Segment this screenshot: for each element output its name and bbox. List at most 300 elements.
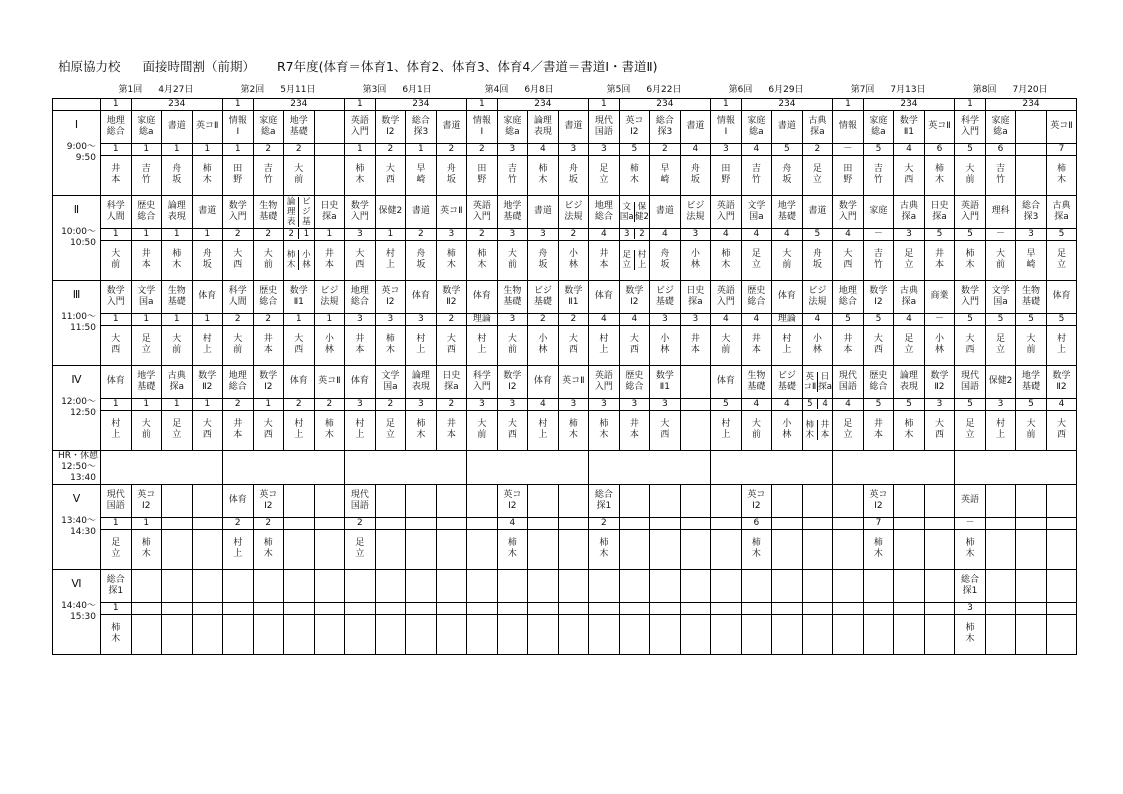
teacher-cell: 大 西 (345, 240, 376, 280)
teacher-cell: 井 本 (345, 325, 376, 365)
teacher-cell: 井 本 (833, 325, 864, 365)
subject-cell (558, 484, 589, 517)
teacher-cell: 早 崎 (406, 155, 437, 195)
group-header-234: 234 (131, 98, 223, 110)
subject-cell (528, 484, 559, 517)
teacher-cell: 大 西 (619, 325, 650, 365)
session-label: 第2回 (240, 85, 265, 96)
class-number (345, 602, 376, 614)
subject-cell: 数学 入門 (101, 280, 132, 313)
subject-cell (436, 569, 467, 602)
class-number: 2 (802, 143, 833, 155)
class-number (1046, 517, 1077, 529)
subject-cell: 英コ Ⅰ2 (863, 484, 894, 517)
teacher-cell: 柿 木 (955, 529, 986, 569)
session-label: 第3回 (362, 85, 387, 96)
class-number (192, 517, 223, 529)
teacher-cell (436, 614, 467, 654)
teacher-cell: 柿 木 (619, 155, 650, 195)
group-header-1: 1 (711, 98, 742, 110)
teacher-cell: 柿 木 (314, 410, 345, 450)
subject-cell (711, 569, 742, 602)
class-number: 1 (345, 143, 376, 155)
subject-cell: 家庭 総a (131, 110, 162, 143)
teacher-cell (833, 529, 864, 569)
class-number: 1 (101, 228, 132, 240)
group-header-1: 1 (833, 98, 864, 110)
break-cell (467, 450, 589, 484)
subject-cell: 理科 (985, 195, 1016, 228)
class-number: 1 (406, 143, 437, 155)
class-number: 2 (253, 228, 284, 240)
teacher-cell (314, 155, 345, 195)
class-number: － (833, 143, 864, 155)
teacher-cell: 大 西 (436, 325, 467, 365)
teacher-cell (406, 614, 437, 654)
subject-cell-part: 論理表 (286, 196, 296, 227)
teacher-cell: 舟 坂 (436, 155, 467, 195)
teacher-cell: 村 上 (1046, 325, 1077, 365)
class-number: 1 (131, 143, 162, 155)
class-number: 4 (772, 228, 803, 240)
group-header-1: 1 (101, 98, 132, 110)
subject-cell: 体育 (284, 365, 315, 398)
subject-cell (406, 484, 437, 517)
teacher-cell: 柿 木 (497, 529, 528, 569)
class-number: 3 (345, 313, 376, 325)
teacher-cell (1046, 614, 1077, 654)
class-number-part: 3 (624, 229, 630, 239)
group-header-234: 234 (375, 98, 467, 110)
class-number: 4 (711, 228, 742, 240)
teacher-cell: 柿 木 (955, 240, 986, 280)
class-number (528, 602, 559, 614)
teacher-cell: 井 本 (223, 410, 254, 450)
subject-cell (985, 569, 1016, 602)
teacher-cell: 大 西 (284, 325, 315, 365)
class-number: 2 (467, 228, 498, 240)
teacher-cell: 吉 竹 (131, 155, 162, 195)
teacher-cell: 田 野 (467, 155, 498, 195)
class-number: 3 (345, 398, 376, 410)
subject-cell: 英コⅡ (192, 110, 223, 143)
class-number: 4 (589, 313, 620, 325)
group-header-1: 1 (589, 98, 620, 110)
period-time: 13:40～ 14:30 (61, 515, 96, 537)
teacher-cell: 舟 坂 (772, 155, 803, 195)
subject-cell: 地理 総合 (833, 280, 864, 313)
teacher-cell: 柿 木 (924, 155, 955, 195)
teacher-cell: 足 立 (894, 240, 925, 280)
class-number: 1 (101, 602, 132, 614)
subject-cell: 科学 人間 (101, 195, 132, 228)
session-date: 7月20日 (1012, 85, 1048, 96)
subject-cell: ビジ 法規 (802, 280, 833, 313)
subject-cell: 数学 Ⅱ1 (894, 110, 925, 143)
teacher-cell: 村 上 (711, 410, 742, 450)
teacher-cell: 舟 坂 (802, 240, 833, 280)
teacher-cell: 柿 木 (375, 325, 406, 365)
teacher-cell: 大 西 (497, 410, 528, 450)
class-number (314, 517, 345, 529)
teacher-cell: 舟 坂 (162, 155, 193, 195)
teacher-cell: 大 前 (1016, 410, 1047, 450)
teacher-cell: 柿 木 (528, 155, 559, 195)
subject-cell (467, 569, 498, 602)
class-number: 3 (528, 228, 559, 240)
class-number (223, 602, 254, 614)
subject-cell: 家庭 総a (741, 110, 772, 143)
teacher-cell: 柿 木 (345, 155, 376, 195)
class-number-part: 2 (634, 229, 649, 239)
teacher-cell: 大 前 (1016, 325, 1047, 365)
class-number (314, 143, 345, 155)
subject-cell (711, 484, 742, 517)
subject-cell: 体育 (589, 280, 620, 313)
subject-cell: 数学 入門 (833, 195, 864, 228)
break-time: 12:50～ 13:40 (61, 461, 96, 483)
teacher-cell: 吉 竹 (253, 155, 284, 195)
period-label (53, 110, 101, 195)
session-date: 6月1日 (402, 85, 432, 96)
class-number: 2 (375, 398, 406, 410)
subject-cell (406, 569, 437, 602)
subject-cell: 情報 Ⅰ (467, 110, 498, 143)
teacher-cell (711, 529, 742, 569)
teacher-cell (558, 614, 589, 654)
subject-cell: 体育 (345, 365, 376, 398)
class-number: 1 (162, 313, 193, 325)
class-number: 5 (955, 398, 986, 410)
subject-cell (772, 569, 803, 602)
teacher-cell: 村 上 (101, 410, 132, 450)
subject-cell (1016, 484, 1047, 517)
group-header-1: 1 (345, 98, 376, 110)
class-number: 2 (223, 313, 254, 325)
class-number: 1 (253, 398, 284, 410)
subject-cell: ビジ 基礎 (772, 365, 803, 398)
period-time: 11:00～ 11:50 (61, 311, 96, 333)
teacher-cell: 足 立 (985, 325, 1016, 365)
subject-cell: 数学 Ⅰ2 (619, 280, 650, 313)
teacher-cell: 大 前 (772, 240, 803, 280)
teacher-cell: 井 本 (924, 240, 955, 280)
teacher-cell (314, 529, 345, 569)
class-number: 2 (253, 517, 284, 529)
teacher-cell: 大 前 (223, 325, 254, 365)
subject-cell: 文学 国a (375, 365, 406, 398)
teacher-cell (802, 529, 833, 569)
subject-cell: 現代 国語 (833, 365, 864, 398)
teacher-cell: 村 上 (985, 410, 1016, 450)
subject-cell (375, 569, 406, 602)
class-number (680, 398, 711, 410)
subject-cell: 生物 基礎 (162, 280, 193, 313)
class-number (284, 228, 315, 240)
timetable (52, 84, 1077, 655)
subject-cell: 生物 基礎 (1016, 280, 1047, 313)
subject-cell: 体育 (223, 484, 254, 517)
class-number (162, 602, 193, 614)
class-number (802, 517, 833, 529)
teacher-cell: 足 立 (101, 529, 132, 569)
class-number (894, 517, 925, 529)
teacher-cell (833, 614, 864, 654)
subject-cell: 日史 探a (314, 195, 345, 228)
class-number (1046, 602, 1077, 614)
teacher-cell (680, 614, 711, 654)
teacher-cell (131, 614, 162, 654)
class-number: 2 (436, 143, 467, 155)
class-number: 3 (589, 143, 620, 155)
class-number (284, 517, 315, 529)
subject-cell (1046, 484, 1077, 517)
period-number: Ⅴ (72, 491, 81, 505)
teacher-cell: 柿 木 (1046, 155, 1077, 195)
class-number (711, 602, 742, 614)
class-number (741, 602, 772, 614)
subject-cell: 数学 Ⅱ2 (192, 365, 223, 398)
period-time: 14:40～ 15:30 (61, 600, 96, 622)
class-number: 4 (894, 143, 925, 155)
class-number: 1 (101, 143, 132, 155)
subject-cell: 論理 表現 (894, 365, 925, 398)
subject-cell (314, 484, 345, 517)
teacher-cell: 吉 竹 (863, 240, 894, 280)
subject-cell: 書道 (558, 110, 589, 143)
class-number (1016, 517, 1047, 529)
teacher-cell (924, 614, 955, 654)
subject-cell: 地学 基礎 (1016, 365, 1047, 398)
subject-cell: 体育 (192, 280, 223, 313)
class-number: 1 (192, 228, 223, 240)
group-header-234: 234 (985, 98, 1077, 110)
subject-cell: 英コⅡ (314, 365, 345, 398)
subject-cell: 英語 入門 (345, 110, 376, 143)
teacher-cell: 柿 木 (253, 529, 284, 569)
subject-cell (802, 365, 833, 398)
teacher-cell: 小 林 (314, 325, 345, 365)
class-number: 5 (772, 143, 803, 155)
teacher-cell: 村 上 (406, 325, 437, 365)
subject-cell: 地学 基礎 (497, 195, 528, 228)
break-cell (711, 450, 833, 484)
class-number (558, 517, 589, 529)
class-number (131, 602, 162, 614)
teacher-cell: 吉 竹 (863, 155, 894, 195)
teacher-cell-part: 足立 (622, 250, 631, 270)
class-number: 3 (589, 398, 620, 410)
class-number: 1 (131, 517, 162, 529)
class-number-part: 5 (807, 399, 813, 409)
group-header-234: 234 (741, 98, 833, 110)
subject-cell (162, 569, 193, 602)
teacher-cell: 足 立 (894, 325, 925, 365)
teacher-cell: 田 野 (223, 155, 254, 195)
class-number (436, 602, 467, 614)
teacher-cell (680, 410, 711, 450)
teacher-cell (894, 529, 925, 569)
teacher-cell: 村 上 (284, 410, 315, 450)
break-cell (589, 450, 711, 484)
subject-cell: 保健2 (375, 195, 406, 228)
class-number: 2 (467, 143, 498, 155)
subject-cell (1046, 569, 1077, 602)
teacher-cell: 足 立 (345, 529, 376, 569)
subject-cell: 論理 表現 (406, 365, 437, 398)
session-header (589, 84, 711, 98)
subject-cell: ビジ 法規 (558, 195, 589, 228)
group-header-234: 234 (863, 98, 955, 110)
subject-cell (833, 484, 864, 517)
class-number: 4 (833, 398, 864, 410)
teacher-cell: 田 野 (711, 155, 742, 195)
class-number: 5 (1046, 313, 1077, 325)
teacher-cell (467, 529, 498, 569)
class-number (985, 602, 1016, 614)
teacher-cell: 柿 木 (863, 529, 894, 569)
class-number (802, 602, 833, 614)
teacher-cell: 足 立 (741, 240, 772, 280)
subject-cell: 歴史 総合 (253, 280, 284, 313)
class-number: 4 (711, 313, 742, 325)
teacher-cell: 足 立 (955, 410, 986, 450)
teacher-cell: 大 西 (223, 240, 254, 280)
subject-cell: 書道 (192, 195, 223, 228)
header-spacer (53, 84, 101, 98)
subject-cell: 文学 国a (985, 280, 1016, 313)
subject-cell (436, 484, 467, 517)
teacher-cell: 舟 坂 (558, 155, 589, 195)
teacher-cell: 足 立 (802, 155, 833, 195)
class-number: 5 (894, 398, 925, 410)
class-number (375, 602, 406, 614)
teacher-cell (375, 614, 406, 654)
class-number: 2 (589, 517, 620, 529)
teacher-cell: 大 前 (497, 325, 528, 365)
class-number: 3 (1016, 228, 1047, 240)
period-number: Ⅲ (72, 287, 81, 301)
class-number: 5 (955, 143, 986, 155)
teacher-cell (619, 240, 650, 280)
class-number: 5 (1016, 398, 1047, 410)
subject-cell (894, 484, 925, 517)
subject-cell: 総合 探1 (589, 484, 620, 517)
teacher-cell: 柿 木 (131, 529, 162, 569)
teacher-cell (1016, 614, 1047, 654)
teacher-cell-part: 柿木 (805, 420, 815, 440)
subject-cell: 体育 (1046, 280, 1077, 313)
subject-cell: 地学 基礎 (131, 365, 162, 398)
class-number (833, 517, 864, 529)
class-number: 1 (375, 228, 406, 240)
teacher-cell: 柿 木 (467, 240, 498, 280)
teacher-cell: 足 立 (375, 410, 406, 450)
class-number: 1 (314, 228, 345, 240)
period-time: 10:00～ 10:50 (61, 226, 96, 248)
subject-cell (924, 484, 955, 517)
subject-cell: 英コⅡ (1046, 110, 1077, 143)
teacher-cell: 井 本 (101, 155, 132, 195)
class-number: 2 (223, 228, 254, 240)
class-number: 1 (101, 313, 132, 325)
break-cell (345, 450, 467, 484)
school-name: 柏原協力校 (58, 59, 121, 74)
teacher-cell (680, 529, 711, 569)
subject-cell: 古典 探a (802, 110, 833, 143)
class-number (253, 602, 284, 614)
subject-cell (802, 484, 833, 517)
session-header (223, 84, 345, 98)
class-number: 7 (1046, 143, 1077, 155)
class-number: 4 (528, 143, 559, 155)
class-number: － (955, 517, 986, 529)
teacher-cell: 柿 木 (894, 410, 925, 450)
period-label (53, 484, 101, 569)
subject-cell: 商業 (924, 280, 955, 313)
teacher-cell (558, 529, 589, 569)
class-number: 4 (1046, 398, 1077, 410)
teacher-cell (619, 529, 650, 569)
class-number-part: 1 (298, 229, 313, 239)
subject-cell (863, 569, 894, 602)
teacher-cell: 井 本 (253, 325, 284, 365)
teacher-cell (497, 614, 528, 654)
subject-cell (619, 484, 650, 517)
subject-cell: 数学 Ⅱ1 (558, 280, 589, 313)
subject-cell (528, 569, 559, 602)
teacher-cell: 井 本 (619, 410, 650, 450)
class-number (833, 602, 864, 614)
teacher-cell: 大 前 (467, 410, 498, 450)
class-number-part: 2 (288, 229, 294, 239)
subject-cell-part: 文国a (619, 201, 634, 222)
subject-cell (284, 195, 315, 228)
teacher-cell (985, 529, 1016, 569)
teacher-cell: 舟 坂 (680, 155, 711, 195)
subject-cell: 論理 表現 (528, 110, 559, 143)
session-date: 6月8日 (524, 85, 554, 96)
teacher-cell: 小 林 (802, 325, 833, 365)
subject-cell: 数学 Ⅰ2 (497, 365, 528, 398)
class-number (619, 517, 650, 529)
class-number: 5 (863, 143, 894, 155)
subject-cell: 書道 (406, 195, 437, 228)
class-number: 2 (436, 398, 467, 410)
class-number (589, 602, 620, 614)
class-number: 5 (711, 398, 742, 410)
subject-cell: 古典 探a (894, 280, 925, 313)
period-label (53, 365, 101, 450)
teacher-cell: 大 西 (558, 325, 589, 365)
class-number: 1 (192, 143, 223, 155)
subject-cell-part: 日探a (818, 371, 832, 392)
subject-cell: 書道 (680, 110, 711, 143)
class-number: 2 (253, 143, 284, 155)
class-number: 理論 (467, 313, 498, 325)
class-number: 5 (802, 228, 833, 240)
class-number: 3 (558, 143, 589, 155)
teacher-cell (284, 614, 315, 654)
class-number (985, 517, 1016, 529)
class-number: 4 (619, 313, 650, 325)
subject-cell: 歴史 総合 (131, 195, 162, 228)
teacher-cell (589, 614, 620, 654)
subject-cell: 数学 Ⅱ2 (1046, 365, 1077, 398)
page-title (58, 57, 676, 75)
teacher-cell: 足 立 (833, 410, 864, 450)
teacher-cell (802, 410, 833, 450)
